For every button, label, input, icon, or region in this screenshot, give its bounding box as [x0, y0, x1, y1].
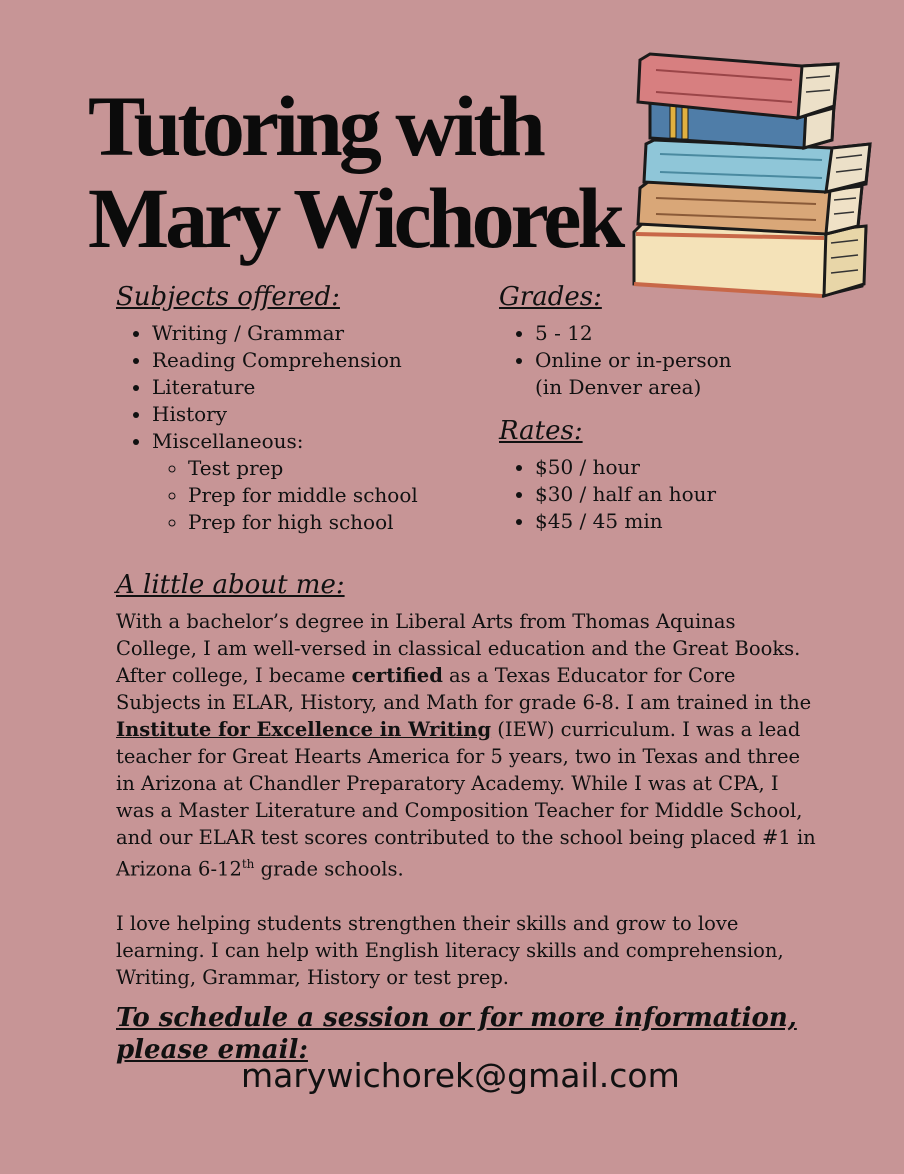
about-section	[116, 570, 822, 991]
list-item: • Writing / Grammar	[152, 320, 418, 347]
list-item: • $45 / 45 min	[535, 508, 716, 535]
title-line-2: Mary Wichorek	[88, 170, 622, 266]
list-item: ◦ Prep for high school	[188, 509, 418, 536]
list-item: ◦ Prep for middle school	[188, 482, 418, 509]
list-item: ◦ Test prep	[188, 455, 418, 482]
misc-list	[152, 455, 418, 536]
grades-list	[499, 320, 732, 401]
list-item: • History	[152, 401, 418, 428]
list-item: • Online or in-person (in Denver area)	[535, 347, 732, 401]
email-address[interactable]: marywichorek@gmail.com	[241, 1056, 680, 1095]
rates-list	[499, 454, 716, 535]
page-title	[88, 80, 648, 264]
about-heading: A little about me:	[116, 570, 345, 600]
list-item: • Reading Comprehension	[152, 347, 418, 374]
list-item: • 5 - 12	[535, 320, 732, 347]
subjects-heading: Subjects offered:	[116, 282, 340, 312]
book-light-blue	[644, 140, 870, 192]
subjects-list	[116, 320, 418, 536]
rates-section	[499, 416, 716, 535]
certified-text: certified	[351, 664, 443, 687]
about-paragraph-1: With a bachelor’s degree in Liberal Arts from Thomas Aquinas College, I am well-versed in classical education and the Great Books. After college, I became certified as a Texas Educator for Core Subjects in ELAR, History, and Math for grade 6-8. I am trained in the Institute for Excellence in Writing (IEW) curriculum. I was a lead teacher for Great Hearts America for 5 years, two in Texas and three in Arizona at Chandler Preparatory Academy. While I was at CPA, I was a Master Literature and Composition Teacher for Middle School, and our ELAR test scores contributed to the school being placed #1 in Arizona 6-12th grade schools.	[116, 610, 816, 881]
grades-section	[499, 282, 732, 401]
subjects-section	[116, 282, 418, 536]
list-item: • $30 / half an hour	[535, 481, 716, 508]
list-item-misc: • Miscellaneous: ◦ Test prep ◦ Prep for middle school ◦ Prep for high school	[152, 428, 418, 536]
list-item: • $50 / hour	[535, 454, 716, 481]
list-item: • Literature	[152, 374, 418, 401]
rates-heading: Rates:	[499, 416, 583, 446]
contact-call-to-action: To schedule a session or for more information, please email:	[116, 1003, 797, 1065]
iew-text: Institute for Excellence in Writing	[116, 718, 492, 741]
about-paragraph-2: I love helping students strengthen their skills and grow to love learning. I can help with English literacy skills and comprehension, Writing, Grammar, History or test prep.	[116, 911, 784, 989]
grades-heading: Grades:	[499, 282, 602, 312]
title-line-1: Tutoring with	[88, 78, 542, 174]
books-illustration	[626, 48, 876, 300]
